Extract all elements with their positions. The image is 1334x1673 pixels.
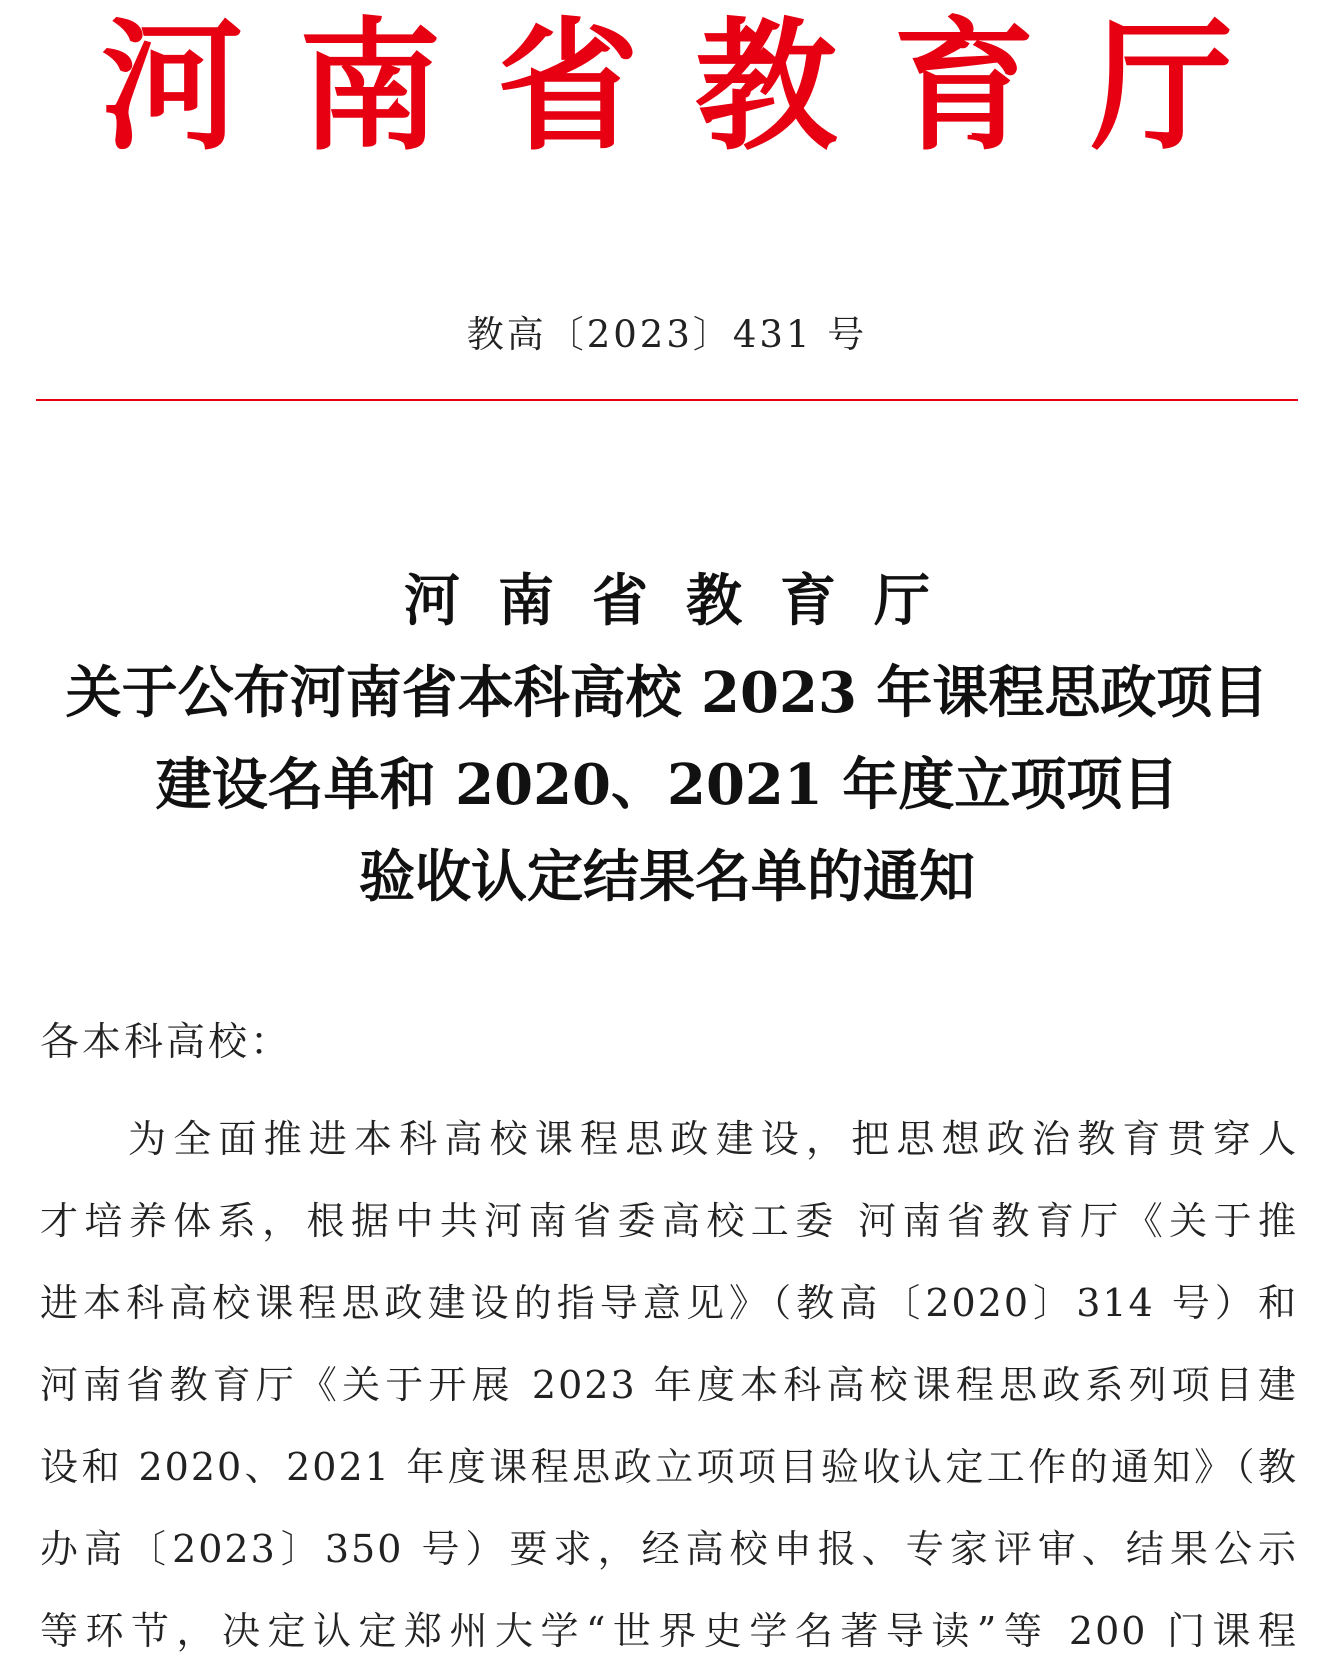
body-line: 为全面推进本科高校课程思政建设，把思想政治教育贯穿人 bbox=[128, 1117, 1298, 1161]
body-line: 办高〔2023〕350 号）要求，经高校申报、专家评审、结果公示 bbox=[40, 1527, 1298, 1571]
body-line: 等环节，决定认定郑州大学“世界史学名著导读”等 200 门课程 bbox=[40, 1609, 1298, 1653]
body-line: 设和 2020、2021 年度课程思政立项项目验收认定工作的通知》（教 bbox=[40, 1445, 1298, 1489]
document-title bbox=[0, 555, 1334, 923]
body-line: 才培养体系，根据中共河南省委高校工委 河南省教育厅《关于推 bbox=[40, 1199, 1298, 1243]
title-line-1: 关于公布河南省本科高校 2023 年课程思政项目 bbox=[65, 660, 1269, 726]
body-paragraph bbox=[40, 1098, 1298, 1672]
body-line: 河南省教育厅《关于开展 2023 年度本科高校课程思政系列项目建 bbox=[40, 1363, 1298, 1407]
salutation: 各本科高校： bbox=[40, 1020, 293, 1065]
title-line-3: 验收认定结果名单的通知 bbox=[359, 844, 975, 910]
red-divider-line bbox=[36, 399, 1298, 401]
title-issuer: 河南省教育厅 bbox=[404, 568, 968, 634]
body-line: 进本科高校课程思政建设的指导意见》（教高〔2020〕314 号）和 bbox=[40, 1281, 1298, 1325]
issuer-masthead: 河南省教育厅 bbox=[101, 4, 1289, 170]
title-line-2: 建设名单和 2020、2021 年度立项项目 bbox=[155, 752, 1179, 818]
document-number: 教高〔2023〕431 号 bbox=[466, 313, 868, 356]
